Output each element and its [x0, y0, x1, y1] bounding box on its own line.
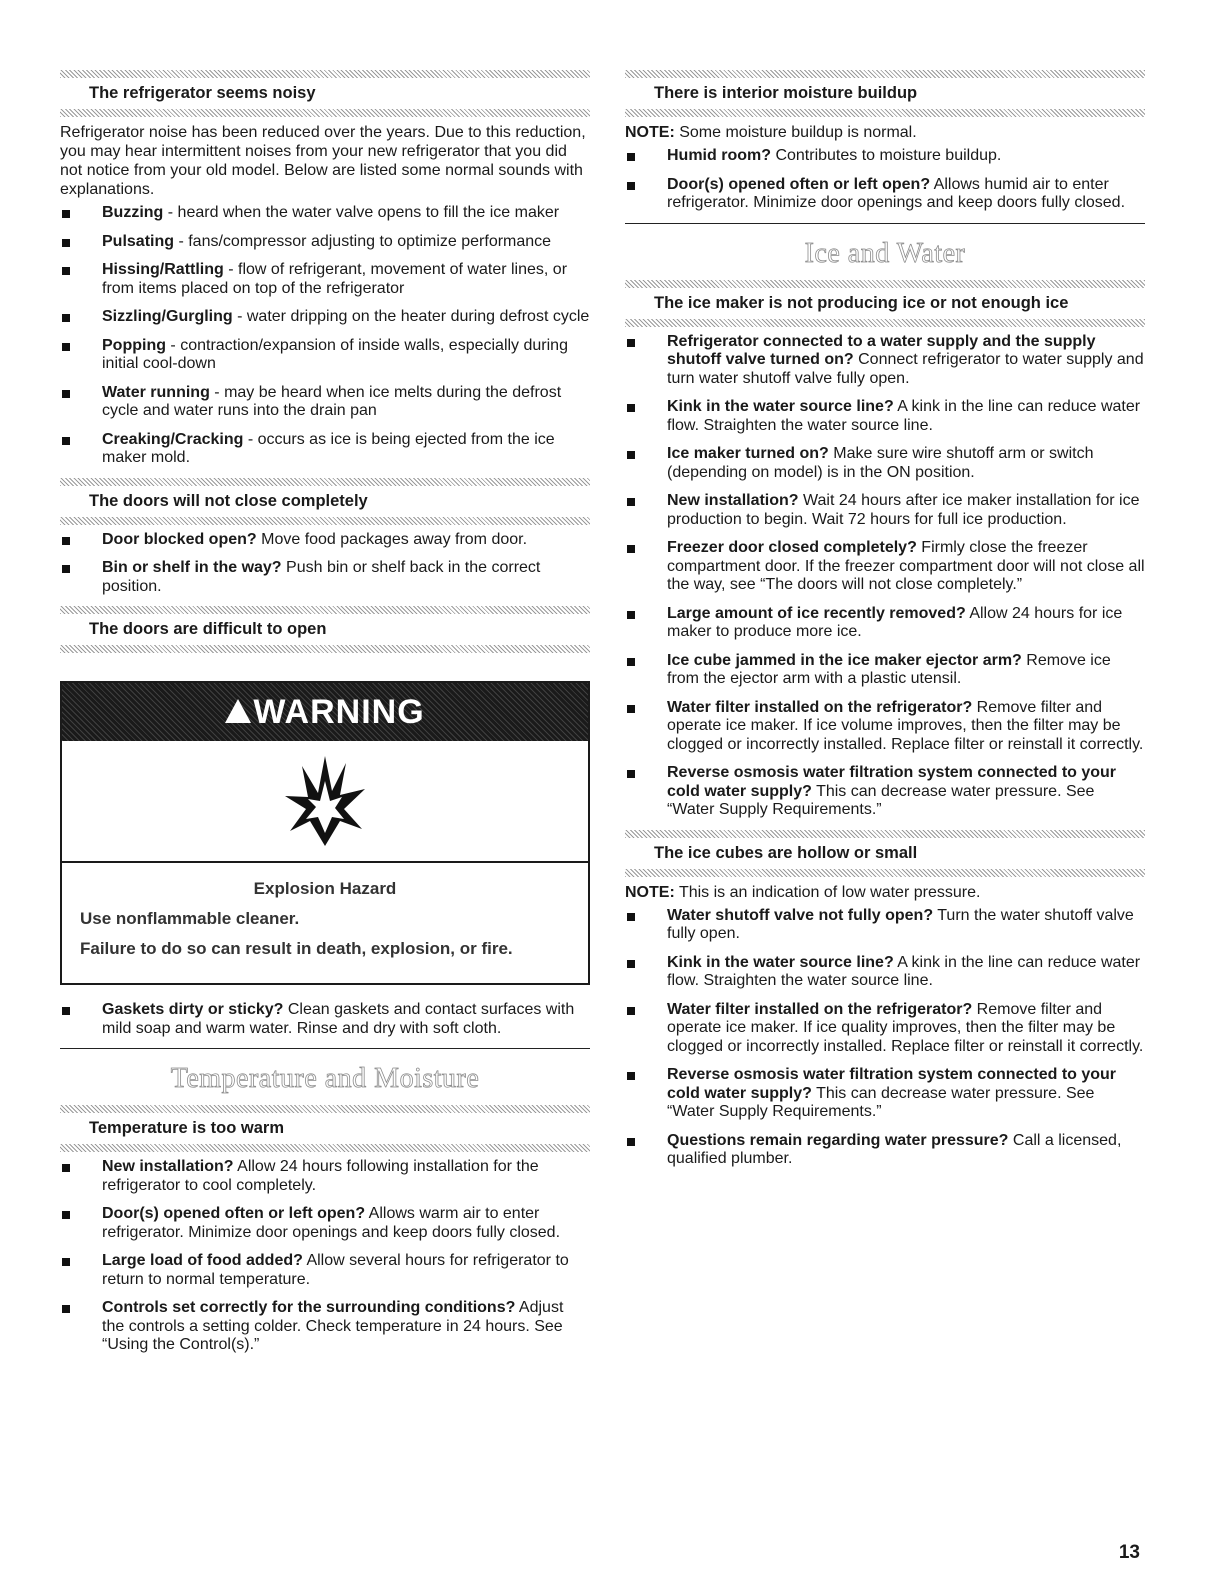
section-heading-ice-water [625, 223, 1145, 270]
list-item [60, 559, 590, 596]
item-text: - may be heard when ice melts during the defrost cycle and water runs into the drain pan [102, 383, 562, 419]
list-item [60, 531, 590, 550]
list-item [625, 907, 1145, 944]
doors-close-list [60, 531, 590, 597]
item-lead: Bin or shelf in the way? [102, 559, 282, 576]
item-lead: Large load of food added? [102, 1252, 303, 1269]
note-paragraph [625, 883, 1145, 902]
note-text: This is an indication of low water pressure. [674, 883, 981, 901]
item-lead: Large amount of ice recently removed? [667, 604, 966, 622]
item-text: - occurs as ice is being ejected from the ice maker mold. [102, 430, 555, 466]
list-item [625, 699, 1145, 755]
item-lead: Water running [102, 383, 210, 401]
list-item [625, 1001, 1145, 1057]
warning-subtitle: Explosion Hazard [253, 879, 397, 898]
topic-heading-doors-open [60, 606, 590, 653]
item-text: Turn the water shutoff valve fully open. [667, 906, 1134, 942]
list-item [625, 445, 1145, 482]
list-item [625, 954, 1145, 991]
noise-list [60, 204, 590, 468]
pattern-rule [60, 1105, 590, 1113]
item-text: Allow 24 hours for ice maker to produce more ice. [667, 604, 1123, 640]
list-item [60, 384, 590, 421]
item-lead: Hissing/Rattling [102, 261, 224, 278]
item-lead: Creaking/Cracking [102, 430, 244, 448]
list-item [60, 308, 590, 327]
item-lead: Gaskets dirty or sticky? [102, 1001, 284, 1018]
topic-title: The ice cubes are hollow or small [654, 843, 918, 862]
topic-title: The doors will not close completely [89, 491, 368, 510]
topic-title: There is interior moisture buildup [654, 84, 918, 102]
list-item [60, 431, 590, 468]
item-text: Allows humid air to enter refrigerator. Minimize door openings and keep doors fully closed. [667, 175, 1126, 211]
item-text: Remove filter and operate ice maker. If ice quality improves, then the filter may be clogged or incorrectly installed. Replace filter or reinstall it correctly. [667, 1000, 1144, 1055]
pattern-rule [60, 109, 590, 117]
note-label: NOTE: [625, 124, 675, 141]
pattern-rule [60, 517, 590, 525]
topic-heading-doors-close [60, 478, 590, 525]
moisture-list [625, 147, 1145, 213]
pattern-rule [625, 830, 1145, 838]
item-lead: Ice cube jammed in the ice maker ejector arm? [667, 651, 1022, 669]
topic-heading-hollow [625, 830, 1145, 877]
item-text: - flow of refrigerant, movement of water lines, or from items placed on top of the refrigerator [102, 261, 568, 297]
item-text: This can decrease water pressure. See “Water Supply Requirements.” [667, 1084, 1095, 1120]
item-lead: Refrigerator connected to a water supply and the supply shutoff valve turned on? [667, 332, 1096, 368]
list-item [625, 764, 1145, 820]
item-text: - heard when the water valve opens to fill the ice maker [163, 204, 560, 221]
list-item [625, 605, 1145, 642]
item-lead: Controls set correctly for the surrounding conditions? [102, 1299, 516, 1316]
pattern-rule [60, 606, 590, 614]
item-text: Push bin or shelf back in the correct position. [102, 559, 541, 595]
explosion-hazard-icon [280, 751, 370, 851]
topic-title: The refrigerator seems noisy [89, 84, 316, 102]
list-item [625, 176, 1145, 213]
pattern-rule [625, 70, 1145, 78]
item-text: - contraction/expansion of inside walls, especially during initial cool-down [102, 336, 568, 372]
list-item [60, 1299, 590, 1355]
list-item [625, 1132, 1145, 1169]
item-lead: Questions remain regarding water pressure? [667, 1131, 1009, 1149]
item-lead: Door(s) opened often or left open? [667, 175, 931, 193]
item-lead: Freezer door closed completely? [667, 539, 917, 556]
pattern-rule [625, 319, 1145, 327]
item-text: Move food packages away from door. [256, 530, 528, 548]
topic-heading-noisy [60, 70, 590, 117]
left-column [60, 70, 590, 1365]
item-lead: Water filter installed on the refrigerator? [667, 698, 973, 716]
section-title: Temperature and Moisture [170, 1063, 480, 1094]
list-item [60, 1252, 590, 1289]
list-item [625, 492, 1145, 529]
item-text: - fans/compressor adjusting to optimize performance [174, 232, 552, 250]
too-warm-list [60, 1158, 590, 1355]
item-text: Remove filter and operate ice maker. If ice volume improves, then the filter may be clogged or incorrectly installed. Replace filter or reinstall it correctly. [667, 698, 1144, 753]
section-heading-temperature [60, 1048, 590, 1095]
list-item [60, 1001, 590, 1038]
item-text: A kink in the line can reduce water flow. Straighten the water source line. [667, 953, 1141, 989]
item-text: This can decrease water pressure. See “Water Supply Requirements.” [667, 782, 1095, 818]
note-paragraph [625, 123, 1145, 142]
item-lead: Door(s) opened often or left open? [102, 1205, 366, 1222]
item-text: Connect refrigerator to water supply and turn water shutoff valve fully open. [667, 351, 1144, 387]
item-lead: Door blocked open? [102, 530, 257, 548]
list-item [60, 261, 590, 298]
item-text: - water dripping on the heater during defrost cycle [232, 308, 590, 325]
warning-instruction: Use nonflammable cleaner. [80, 909, 300, 928]
item-lead: Sizzling/Gurgling [102, 308, 233, 325]
item-lead: Humid room? [667, 147, 771, 164]
intro-paragraph: Refrigerator noise has been reduced over the years. Due to this reduction, you may hear intermittent noises from your new refrigerator that you did not notice from your old model. Below are listed some normal sounds with explanations. [60, 124, 586, 198]
page-number: 13 [1118, 1542, 1140, 1563]
hollow-list [625, 907, 1145, 1169]
topic-title: Temperature is too warm [89, 1119, 284, 1137]
list-item [60, 337, 590, 374]
item-lead: Reverse osmosis water filtration system connected to your cold water supply? [667, 764, 1117, 800]
list-item [625, 652, 1145, 689]
list-item [625, 333, 1145, 389]
list-item [625, 1066, 1145, 1122]
pattern-rule [625, 869, 1145, 877]
list-item [60, 1205, 590, 1242]
warning-message [62, 861, 588, 983]
list-item [625, 398, 1145, 435]
doors-open-list [60, 1001, 590, 1038]
topic-heading-moisture [625, 70, 1145, 117]
list-item [625, 539, 1145, 595]
note-label: NOTE: [625, 883, 675, 901]
item-text: Call a licensed, qualified plumber. [667, 1131, 1122, 1167]
hazard-symbol-area [62, 741, 588, 861]
item-text: Contributes to moisture buildup. [771, 147, 1002, 164]
item-text: Remove ice from the ejector arm with a plastic utensil. [667, 651, 1111, 687]
warning-band [62, 683, 588, 741]
item-text: A kink in the line can reduce water flow. Straighten the water source line. [667, 398, 1141, 434]
list-item [60, 233, 590, 252]
pattern-rule [625, 109, 1145, 117]
item-text: Make sure wire shutoff arm or switch (depending on model) is in the ON position. [667, 445, 1094, 481]
pattern-rule [625, 280, 1145, 288]
note-text: Some moisture buildup is normal. [674, 124, 917, 141]
item-lead: Pulsating [102, 232, 175, 250]
topic-heading-too-warm [60, 1105, 590, 1152]
item-lead: Kink in the water source line? [667, 953, 894, 971]
item-lead: Water shutoff valve not fully open? [667, 906, 934, 924]
item-lead: New installation? [102, 1158, 234, 1175]
right-column [625, 70, 1145, 1179]
warning-box [60, 681, 590, 985]
item-lead: Popping [102, 336, 166, 354]
item-text: Wait 24 hours after ice maker installation for ice production to begin. Wait 72 hours for full ice production. [667, 492, 1140, 528]
warning-heading: WARNING [253, 692, 425, 731]
list-item [625, 147, 1145, 166]
item-lead: Reverse osmosis water filtration system connected to your cold water supply? [667, 1066, 1117, 1102]
item-text: Allow several hours for refrigerator to return to normal temperature. [102, 1252, 569, 1288]
pattern-rule [60, 1144, 590, 1152]
item-text: Clean gaskets and contact surfaces with mild soap and warm water. Rinse and dry with soft cloth. [102, 1001, 575, 1037]
pattern-rule [60, 70, 590, 78]
ice-not-producing-list [625, 333, 1145, 820]
item-text: Adjust the controls a setting colder. Check temperature in 24 hours. See “Using the Control(s).” [102, 1299, 564, 1353]
list-item [60, 204, 590, 223]
topic-title: The ice maker is not producing ice or not enough ice [654, 293, 1069, 312]
item-lead: Buzzing [102, 204, 164, 221]
item-lead: Water filter installed on the refrigerator? [667, 1000, 973, 1018]
item-lead: Ice maker turned on? [667, 445, 829, 462]
pattern-rule [60, 645, 590, 653]
topic-title: The doors are difficult to open [89, 620, 327, 638]
item-lead: Kink in the water source line? [667, 398, 894, 415]
topic-heading-ice-not-producing [625, 280, 1145, 327]
item-text: Allows warm air to enter refrigerator. Minimize door openings and keep doors fully closed. [102, 1205, 561, 1241]
warning-consequence: Failure to do so can result in death, explosion, or fire. [80, 939, 513, 958]
pattern-rule [60, 478, 590, 486]
warning-triangle-icon [225, 699, 251, 723]
item-text: Firmly close the freezer compartment door. If the freezer compartment door will not close all the way, see “The doors will not close completely.” [667, 539, 1145, 593]
section-title: Ice and Water [804, 237, 966, 269]
item-text: Allow 24 hours following installation for the refrigerator to cool completely. [102, 1158, 539, 1194]
item-lead: New installation? [667, 492, 799, 509]
list-item [60, 1158, 590, 1195]
